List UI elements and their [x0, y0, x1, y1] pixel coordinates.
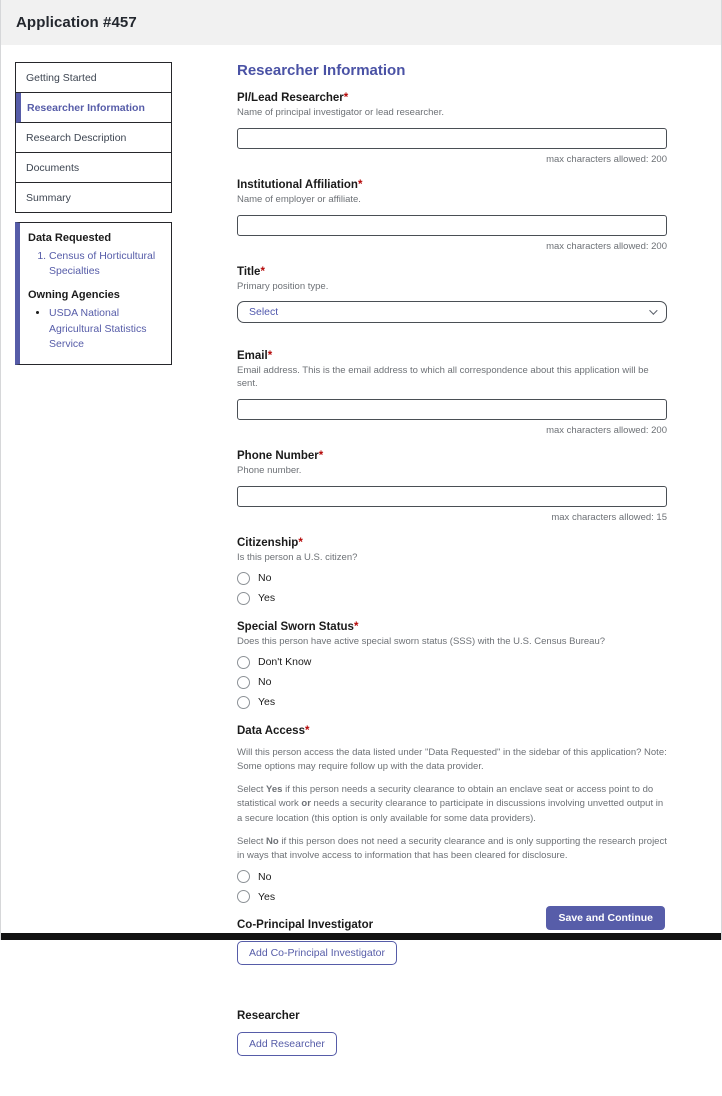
field-data-access — [237, 725, 667, 904]
affiliation-max-characters-note: max characters allowed: 200 — [546, 240, 667, 252]
sidebar-item-summary[interactable]: Summary — [16, 183, 171, 212]
phone-max-characters-note: max characters allowed: 15 — [551, 511, 667, 523]
sss-radio-group — [237, 656, 667, 709]
institutional-affiliation-help: Name of employer or affiliate. — [237, 193, 361, 205]
field-title — [237, 266, 667, 324]
researcher-information-form — [237, 62, 667, 1096]
add-co-principal-investigator-button[interactable]: Add Co-Principal Investigator — [237, 941, 397, 965]
required-asterisk: * — [343, 92, 349, 104]
data-access-paragraph-1: Will this person access the data listed under "Data Requested" in the sidebar of this application? Note: Some options may require follow up with the data provider. — [237, 746, 667, 772]
section-title: Researcher Information — [237, 62, 406, 79]
sidebar-item-documents[interactable]: Documents — [16, 153, 171, 183]
phone-number-help: Phone number. — [237, 465, 302, 477]
field-institutional-affiliation — [237, 179, 667, 252]
phone-number-label: Phone Number* — [237, 450, 324, 463]
required-asterisk: * — [353, 620, 359, 633]
email-field[interactable] — [237, 399, 667, 420]
sidebar-item-research-description[interactable]: Research Description — [16, 123, 171, 153]
radio-button-icon[interactable] — [237, 870, 250, 883]
page-title: Application #457 — [16, 14, 137, 31]
required-asterisk: * — [298, 536, 303, 549]
sidebar-item-getting-started[interactable]: Getting Started — [16, 63, 171, 93]
institutional-affiliation-input[interactable] — [237, 215, 667, 236]
sidebar-item-researcher-information[interactable]: Researcher Information — [16, 93, 171, 123]
radio-button-icon[interactable] — [237, 890, 250, 903]
data-access-paragraph-2: Select Yes if this person needs a security clearance to obtain an enclave seat or access point to do statistical work or needs a security clearance to participate in discussions involving unvetted output in a secure location (this option is only available for some data providers). — [237, 784, 664, 824]
field-phone-number — [237, 450, 667, 523]
co-principal-investigator-heading: Co-Principal Investigator — [237, 919, 374, 932]
title-help: Primary position type. — [237, 280, 329, 292]
sss-option-no[interactable]: No — [237, 676, 667, 689]
pi-lead-researcher-input[interactable] — [237, 128, 667, 149]
application-summary-box — [15, 222, 172, 365]
citizenship-option-yes[interactable]: Yes — [237, 592, 667, 605]
title-select[interactable] — [237, 301, 667, 323]
pi-lead-researcher-help: Name of principal investigator or lead researcher. — [237, 107, 444, 118]
radio-button-icon[interactable] — [237, 676, 250, 689]
owning-agencies-list — [28, 306, 163, 352]
researcher-heading: Researcher — [237, 1010, 300, 1023]
sss-option-yes[interactable]: Yes — [237, 696, 667, 709]
field-email — [237, 350, 667, 436]
field-special-sworn-status — [237, 621, 667, 709]
email-max-characters-note: max characters allowed: 200 — [546, 425, 667, 437]
title-label: Title* — [237, 265, 265, 278]
sidebar-nav — [15, 62, 172, 213]
radio-button-icon[interactable] — [237, 592, 250, 605]
phone-number-input[interactable] — [237, 486, 667, 507]
required-asterisk: * — [318, 450, 324, 463]
data-access-option-no[interactable]: No — [237, 870, 667, 883]
required-asterisk: * — [267, 350, 273, 363]
required-asterisk: * — [357, 178, 363, 191]
data-requested-list — [28, 249, 163, 279]
save-and-continue-button[interactable]: Save and Continue — [546, 906, 665, 930]
pi-max-characters-note: max characters allowed: 200 — [546, 153, 667, 165]
bottom-bar — [1, 933, 721, 940]
required-asterisk: * — [260, 265, 265, 278]
owning-agency-item: • USDA National Agricultural Statistics Service — [49, 306, 163, 352]
email-help: Email address. This is the email address to which all correspondence about this application will be sent. — [237, 365, 649, 390]
chevron-down-icon — [649, 307, 657, 315]
citizenship-help: Is this person a U.S. citizen? — [237, 551, 358, 563]
field-citizenship — [237, 537, 667, 605]
sidebar — [15, 62, 172, 365]
data-requested-title: Data Requested — [28, 232, 112, 244]
pi-lead-researcher-label: PI/Lead Researcher* — [237, 92, 349, 104]
institutional-affiliation-label: Institutional Affiliation* — [237, 178, 363, 191]
special-sworn-status-label: Special Sworn Status* — [237, 620, 359, 633]
citizenship-option-no[interactable]: No — [237, 572, 667, 585]
radio-button-icon[interactable] — [237, 656, 250, 669]
radio-button-icon[interactable] — [237, 696, 250, 709]
data-access-option-yes[interactable]: Yes — [237, 890, 667, 903]
required-asterisk: * — [304, 724, 310, 737]
radio-button-icon[interactable] — [237, 572, 250, 585]
citizenship-label: Citizenship* — [237, 536, 303, 549]
data-access-radio-group — [237, 870, 667, 903]
data-requested-item: 1. Census of Horticultural Specialties — [49, 249, 163, 279]
data-access-paragraph-3: Select No if this person does not need a security clearance and is only supporting the research project in ways that involve access to information that has been cleared for disclosure. — [237, 835, 667, 861]
data-access-label: Data Access* — [237, 724, 310, 737]
app-header — [1, 0, 721, 45]
email-label: Email* — [237, 350, 273, 363]
citizenship-radio-group — [237, 572, 667, 605]
field-pi-lead-researcher — [237, 92, 667, 165]
title-select-value: Select — [249, 306, 279, 319]
owning-agencies-title: Owning Agencies — [28, 289, 120, 302]
sss-option-dont-know[interactable]: Don't Know — [237, 656, 667, 669]
special-sworn-status-help: Does this person have active special sworn status (SSS) with the U.S. Census Bureau? — [237, 635, 606, 647]
add-researcher-button[interactable]: Add Researcher — [237, 1032, 337, 1056]
